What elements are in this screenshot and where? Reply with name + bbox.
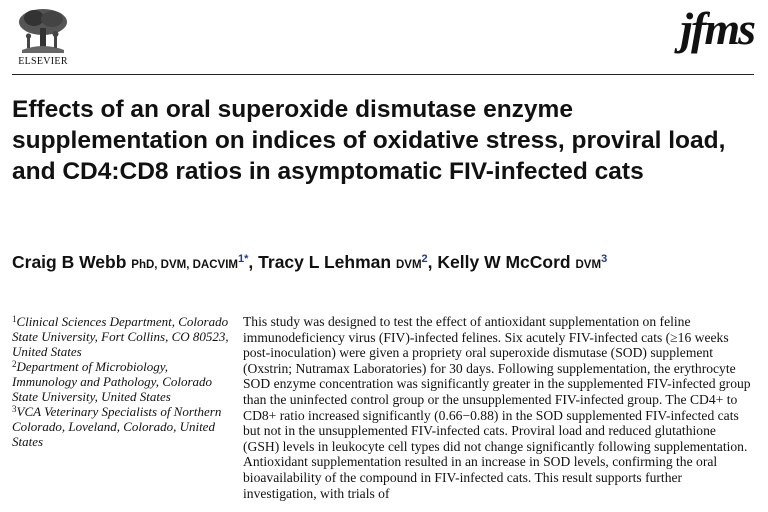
affiliation-text: Department of Microbiology, Immunology and Pathology, Colorado State University, United States: [12, 359, 213, 404]
abstract: This study was designed to test the effect of antioxidant supplementation on feline immunodeficiency virus (FIV)-infected felines. Six acutely FIV-infected cats (≥16 weeks post-inoculation) were given a propriety oral superoxide dismutase (SOD) supplement (Oxstrin; Nutramax Laboratories) for 30 days. Following supplementation, the erythrocyte SOD enzyme concentration was significantly greater in the supplemented FIV-infected group than the uninfected control group or the unsupplemented FIV-infected group. The CD4+ to CD8+ ratio increased significantly (0.66−0.88) in the SOD supplemented FIV-infected cats but not in the unsupplemented FIV-infected cats. Proviral load and reduced glutathione (GSH) levels in leukocyte cell types did not change significantly following supplementation. Antioxidant supplementation resulted in an increase in SOD levels, confirming the oral bioavailability of the compound in FIV-infected cats. This result supports further investigation, with trials of: [243, 314, 751, 501]
author-affiliation-ref: 1*: [238, 253, 249, 265]
author-affiliation-ref: 3: [601, 253, 608, 265]
header-divider: [12, 74, 754, 75]
author-name: Craig B Webb: [12, 252, 127, 272]
affiliation-number: 2: [12, 359, 17, 369]
author-separator: ,: [427, 252, 433, 272]
author-credentials: PhD, DVM, DACVIM: [131, 259, 238, 271]
author-credentials: DVM: [395, 259, 422, 271]
elsevier-tree-icon: [12, 6, 74, 56]
author-name: Kelly W McCord: [437, 252, 571, 272]
author-credentials: DVM: [575, 259, 602, 271]
affiliation-text: VCA Veterinary Specialists of Northern Colorado, Loveland, Colorado, United States: [12, 404, 222, 449]
author-affiliation-ref: 2: [421, 253, 428, 265]
author-name: Tracy L Lehman: [258, 252, 392, 272]
affiliation-item: [12, 359, 230, 404]
affiliation-number: 1: [12, 314, 17, 324]
affiliations: [12, 314, 230, 449]
author-separator: ,: [248, 252, 254, 272]
journal-logo: jfms: [680, 3, 754, 54]
author-list: [12, 252, 752, 273]
affiliation-text: Clinical Sciences Department, Colorado State University, Fort Collins, CO 80523, United States: [12, 314, 229, 359]
affiliation-item: [12, 404, 230, 449]
affiliation-number: 3: [12, 404, 17, 414]
affiliation-item: [12, 314, 230, 359]
publisher-logo: [12, 6, 74, 72]
publisher-logo-text: ELSEVIER: [18, 56, 68, 67]
article-title: Effects of an oral superoxide dismutase enzyme supplementation on indices of oxidative stress, proviral load, and CD4:CD8 ratios in asymptomatic FIV-infected cats: [12, 96, 726, 185]
